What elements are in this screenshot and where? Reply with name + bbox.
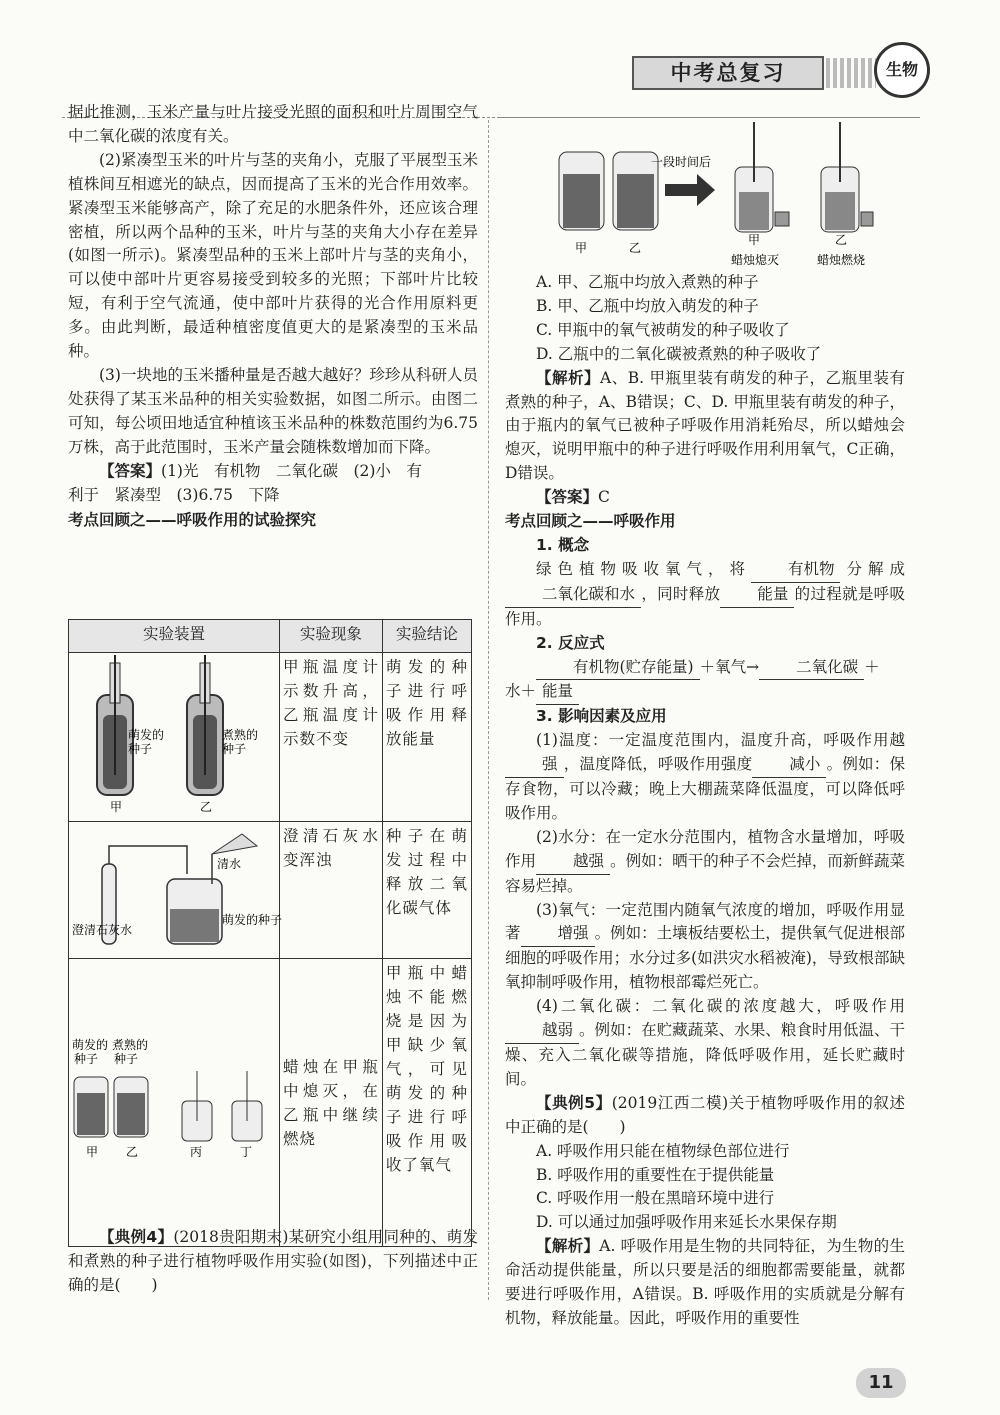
label-candle-burn: 蜡烛燃烧 [817, 253, 866, 267]
example-4-text: (2018贵阳期末)某研究小组用同种的、萌发和煮熟的种子进行植物呼吸作用实验(如图)，下列描述中正确的是( ) [68, 1228, 478, 1294]
thermos-diagram [72, 655, 276, 815]
equation-line-2 [505, 680, 905, 705]
factor-oxygen [505, 899, 905, 996]
header-apparatus: 实验装置 [69, 620, 280, 653]
header-stripes [826, 58, 876, 88]
option-4d: D. 乙瓶中的二氧化碳被煮熟的种子吸收了 [536, 344, 822, 363]
label-ding: 丁 [240, 1144, 253, 1159]
header-phenomenon: 实验现象 [280, 620, 383, 653]
arrow-label: 一段时间后 [651, 155, 712, 169]
option-4a: A. 甲、乙瓶中均放入煮熟的种子 [536, 273, 759, 291]
right-column [505, 271, 905, 1331]
concept-text-b: 分解成 [840, 559, 905, 578]
conclusion-3: 甲瓶中蜡烛不能燃烧是因为甲缺少氧气，可见萌发的种子进行呼吸作用吸收了氧气 [382, 959, 471, 1247]
co2-text-a: (4)二氧化碳：二氧化碳的浓度越大，呼吸作用 [536, 997, 905, 1016]
equation-plus: ＋ [864, 657, 880, 676]
option-5a: A. 呼吸作用只能在植物绿色部位进行 [536, 1141, 790, 1160]
candle-diagram [72, 1031, 276, 1171]
table-row [69, 653, 472, 822]
blank-strong: 强 [505, 753, 564, 778]
blank-organic-stored: 有机物(贮存能量) [536, 656, 700, 681]
apparatus-thermos [69, 653, 280, 822]
factor-co2 [505, 995, 905, 1092]
example-4-label: 【典例4】 [99, 1228, 174, 1246]
option-4c: C. 甲瓶中的氧气被萌发的种子吸收了 [536, 320, 790, 339]
label-jia-3: 甲 [86, 1144, 99, 1159]
apparatus-candle [69, 959, 280, 1247]
co2-text-c: 。例如：在贮藏蔬菜、水果、粮食时用低温、干燥、充入二氧化碳等措施，降低呼吸作用，延长贮藏时间。 [505, 1021, 905, 1088]
fig-label-jia: 甲 [575, 241, 588, 255]
fig-label-yi: 乙 [629, 241, 642, 255]
subject-badge: 生物 [874, 42, 930, 98]
analysis-label-5: 【解析】 [536, 1237, 600, 1256]
thermos-jia [97, 655, 133, 795]
option-5b: B. 呼吸作用的重要性在于提供能量 [536, 1165, 775, 1184]
conclusion-2: 种子在萌发过程中释放二氧化碳气体 [382, 822, 471, 959]
analysis-5: A. 呼吸作用是生物的共同特征，为生物的生命活动提供能量，所以只要是活的细胞都需要能量，就都要进行呼吸作用，A错误。B. 呼吸作用的实质就是分解有机物，释放能量。因此，呼吸作用的重要性 [505, 1237, 905, 1327]
table-row [69, 822, 472, 959]
page-number: 11 [856, 1368, 906, 1398]
candle-experiment-figure [555, 112, 875, 272]
label-cooked-top: 煮熟的 [112, 1037, 149, 1052]
oxygen-text-c: 。例如：土壤板结要松土，提供氧气促进根部细胞的呼吸作用；水分过多(如洪灾水稻被淹)，导致根部缺氧抑制呼吸作用，植物根部霉烂死亡。 [505, 924, 905, 992]
example-5-text: (2019江西二模)关于植物呼吸作用的叙述中正确的是( ) [505, 1093, 905, 1136]
factor-water [505, 826, 905, 899]
temp-text-e: 。例如：保存食物，可以冷藏；晚上大棚蔬菜降低温度，可以降低呼吸作用。 [505, 755, 905, 822]
blank-co2-water: 二氧化碳和水 [505, 583, 641, 608]
label-cooked-seeds: 煮熟的 [222, 728, 259, 742]
blank-weaker: 越弱 [505, 1019, 579, 1044]
phenomenon-3: 蜡烛在甲瓶中熄灭，在乙瓶中继续燃烧 [280, 959, 383, 1247]
blank-decrease: 减小 [752, 753, 826, 778]
fig-label-jia-2: 甲 [748, 233, 761, 247]
answer-4: C [598, 488, 610, 507]
label-seed-a: 种子 [74, 1051, 99, 1066]
heading-concept: 1. 概念 [536, 535, 590, 554]
blank-stronger: 越强 [536, 850, 610, 875]
option-5d: D. 可以通过加强呼吸作用来延长水果保存期 [536, 1213, 837, 1232]
experiment-table [68, 619, 472, 1247]
water-text-a: (2)水分：在一定水分范围内，植物含水量增加，呼吸作用 [505, 827, 905, 870]
option-5c: C. 呼吸作用一般在黑暗环境中进行 [536, 1189, 775, 1208]
table-row [69, 959, 472, 1247]
label-sprouting-top: 萌发的 [72, 1037, 109, 1052]
label-candle-out: 蜡烛熄灭 [731, 253, 780, 267]
label-jia: 甲 [110, 800, 123, 814]
temp-text-a: (1)温度：一定温度范围内，温度升高，呼吸作用越 [536, 731, 905, 750]
phenomenon-2: 澄清石灰水变浑浊 [280, 822, 383, 959]
label-seed-b: 种子 [114, 1051, 139, 1066]
concept-text-a: 绿色植物吸收氧气，将 [536, 559, 751, 578]
label-limewater: 澄清石灰水 [72, 923, 133, 937]
header-title: 中考总复习 [632, 56, 824, 90]
column-divider [488, 120, 489, 1300]
blank-co2: 二氧化碳 [759, 656, 864, 681]
apparatus-limewater [69, 822, 283, 959]
conclusion-1: 萌发的种子进行呼吸作用释放能量 [382, 653, 471, 822]
label-sprouting-seeds: 萌发的 [128, 728, 165, 742]
label-sprouting-seeds-2: 萌发的种子 [222, 913, 283, 927]
equation [505, 656, 905, 681]
header-conclusion: 实验结论 [382, 620, 471, 653]
label-water: 清水 [217, 857, 242, 871]
label-yi-3: 乙 [126, 1144, 139, 1159]
label-yi: 乙 [200, 800, 213, 814]
concept-paragraph [505, 558, 905, 632]
table-header-row [69, 620, 472, 653]
section-heading-experiment: 考点回顾之——呼吸作用的试验探究 [68, 511, 317, 530]
analysis-4: A、B. 甲瓶里装有萌发的种子，乙瓶里装有煮熟的种子，A、B错误；C、D. 甲瓶里装有萌发的种子，由于瓶内的氧气已被种子呼吸作用消耗殆尽，所以蜡烛会熄灭，说明甲瓶中的种子进行呼吸作用利用氧气，C正确，D错误。 [505, 368, 905, 483]
label-bing: 丙 [190, 1144, 203, 1159]
equation-oxygen: ＋氧气→ [699, 657, 760, 676]
limewater-diagram [72, 824, 283, 952]
heading-equation: 2. 反应式 [536, 633, 605, 652]
answer-line-1 [68, 460, 478, 484]
fig-label-yi-2: 乙 [835, 233, 848, 247]
blank-organic: 有机物 [751, 558, 841, 583]
paragraph-2: (2)紧凑型玉米的叶片与茎的夹角小，克服了平展型玉米植株间互相遮光的缺点，因而提高了玉米的光合作用效率。紧凑型玉米能够高产，除了充足的水肥条件外，还应该合理密植，所以两个品种的玉米，叶片与茎的夹角大小存在差异(如图一所示)。紧凑型品种的玉米上部叶片与茎的夹角小，可以使中部叶片更容易接受到较多的光照；下部叶片比较短，有利于空气流通，使中部叶片获得的光合作用原料更多。由此判断，最适种植密度值更大的是紧凑型的玉米品种。 [68, 150, 478, 361]
answer-label: 【答案】 [99, 461, 162, 480]
left-column [68, 101, 478, 533]
answer-text-1: (1)光 有机物 二氧化碳 (2)小 有 [161, 461, 422, 480]
example-4 [68, 1226, 478, 1298]
blank-energy-2: 能量 [536, 680, 579, 705]
section-heading-respiration: 考点回顾之——呼吸作用 [505, 512, 676, 531]
concept-text-d: 的过程就是呼吸作用。 [505, 584, 905, 628]
factor-temperature [505, 729, 905, 826]
label-seeds-2: 种子 [222, 742, 247, 756]
answer-label-4: 【答案】 [536, 488, 599, 507]
concept-text-c: ，同时释放 [641, 584, 721, 603]
thermos-yi [187, 655, 223, 795]
label-seeds-1: 种子 [128, 742, 153, 756]
blank-enhance: 增强 [521, 922, 595, 947]
temp-text-c: ，温度降低，呼吸作用强度 [563, 755, 753, 774]
phenomenon-1: 甲瓶温度计示数升高，乙瓶温度计示数不变 [280, 653, 383, 822]
paragraph-3: (3)一块地的玉米播种量是否越大越好？珍珍从科研人员处获得了某玉米品种的相关实验数据，如图二所示。由图二可知，每公顷田地适宜种植该玉米品种的株数范围约为6.75万株，高于此范围时，玉米产量会随株数增加而下降。 [68, 365, 478, 456]
oxygen-text-a: (3)氧气：一定范围内随氧气浓度的增加，呼吸作用显著 [505, 900, 905, 943]
paragraph-1: 据此推测，玉米产量与叶片接受光照的面积和叶片周围空气中二氧化碳的浓度有关。 [68, 103, 478, 145]
analysis-label: 【解析】 [536, 368, 601, 387]
answer-line-2: 利于 紧凑型 (3)6.75 下降 [68, 485, 280, 504]
water-text-c: 。例如：晒干的种子不会烂掉，而新鲜蔬菜容易烂掉。 [505, 851, 905, 895]
equation-water: 水＋ [505, 682, 537, 701]
blank-energy: 能量 [720, 583, 794, 608]
example-5-label: 【典例5】 [536, 1093, 612, 1112]
heading-factors: 3. 影响因素及应用 [536, 707, 667, 726]
option-4b: B. 甲、乙瓶中均放入萌发的种子 [536, 296, 759, 315]
